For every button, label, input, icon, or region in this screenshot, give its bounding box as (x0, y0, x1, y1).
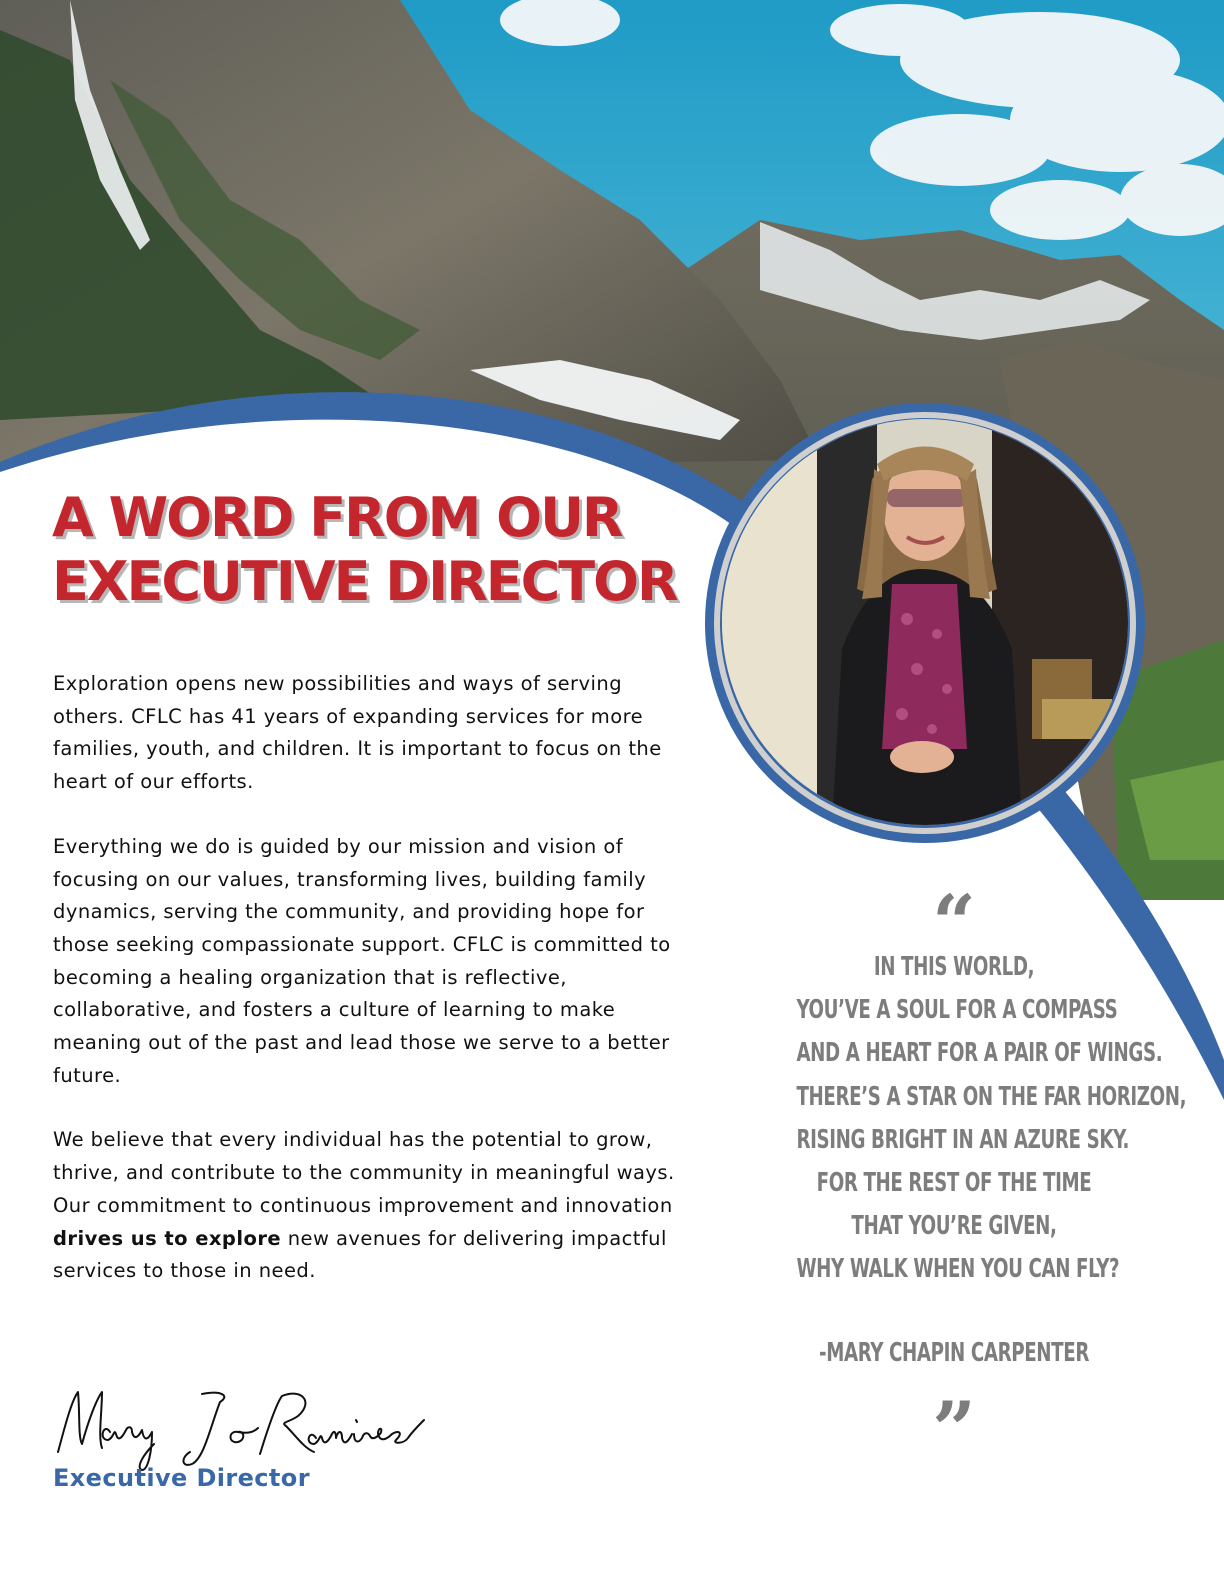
quote-line: FOR THE REST OF THE TIME (816, 1168, 1092, 1199)
page-title-line-2: EXECUTIVE DIRECTOR (52, 550, 677, 613)
paragraph-3-emphasis: drives us to explore (53, 1226, 282, 1250)
handwritten-signature (52, 1382, 432, 1474)
quote-block (752, 878, 1187, 1474)
paragraph-3-text-end: new avenues for delivering impactful services to those in need. (53, 1226, 667, 1283)
quote-line: RISING BRIGHT IN AN AZURE SKY. (796, 1124, 1130, 1155)
open-quote-icon: “ (932, 878, 976, 967)
page-title-line-1: A WORD FROM OUR (52, 486, 622, 549)
director-portrait-photo (722, 419, 1128, 825)
signature-title: Executive Director (53, 1464, 310, 1492)
quote-author: -MARY CHAPIN CARPENTER (819, 1337, 1089, 1368)
quote-line: THAT YOU’RE GIVEN, (851, 1211, 1057, 1242)
quote-line: YOU’VE A SOUL FOR A COMPASS (796, 995, 1118, 1026)
page-title (52, 486, 712, 614)
letter-paragraph-3 (53, 1124, 693, 1288)
letter-paragraph-1: Exploration opens new possibilities and ways of serving others. CFLC has 41 years of expanding services for more families, youth, and children. It is important to focus on the heart of our efforts. (53, 672, 662, 794)
paragraph-3-text-start: We believe that every individual has the potential to grow, thrive, and contribute to the community in meaningful ways. Our commitment to continuous improvement and innovation (53, 1128, 675, 1217)
letter-body (53, 668, 693, 1320)
quote-line: THERE’S A STAR ON THE FAR HORIZON, (796, 1081, 1187, 1112)
quote-line: AND A HEART FOR A PAIR OF WINGS. (796, 1038, 1163, 1069)
quote-line: IN THIS WORLD, (873, 952, 1035, 982)
quote-line: WHY WALK WHEN YOU CAN FLY? (796, 1254, 1120, 1285)
close-quote-icon: ” (932, 1384, 976, 1474)
letter-paragraph-2: Everything we do is guided by our mission and vision of focusing on our values, transforming lives, building family dynamics, serving the community, and providing hope for those seeking compassionate support. CFLC is committed to becoming a healing organization that is reflective, collaborative, and fosters a culture of learning to make meaning out of the past and lead those we serve to a better future. (53, 834, 671, 1087)
